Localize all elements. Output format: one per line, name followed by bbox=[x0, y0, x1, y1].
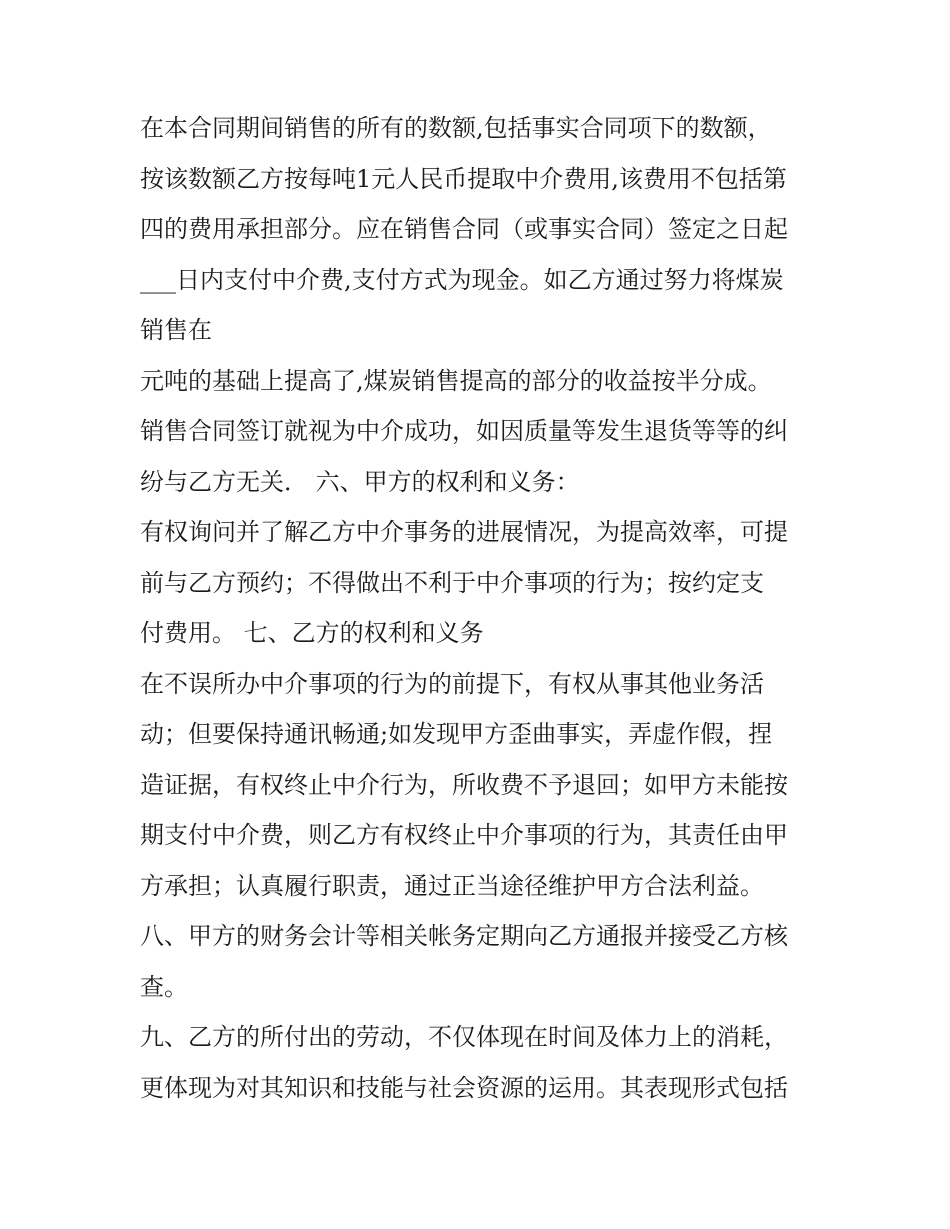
text-line: ___日内支付中介费,支付方式为现金。如乙方通过努力将煤炭 bbox=[140, 265, 784, 294]
text-line: 八、甲方的财务会计等相关帐务定期向乙方通报并接受乙方核 bbox=[140, 922, 788, 950]
text-line: 造证据，有权终止中介行为，所收费不予退回；如甲方未能按 bbox=[140, 770, 788, 799]
text-line: 销售合同签订就视为中介成功，如因质量等发生退货等等的纠 bbox=[140, 417, 788, 445]
text-line: 方承担；认真履行职责，通过正当途径维护甲方合法利益。 bbox=[140, 871, 764, 900]
text-line: 在不误所办中介事项的行为的前提下，有权从事其他业务活 bbox=[140, 669, 764, 698]
contract-body-text bbox=[140, 103, 830, 1113]
text-line: 在本合同期间销售的所有的数额,包括事实合同项下的数额， bbox=[140, 114, 772, 142]
text-line: 有权询问并了解乙方中介事务的进展情况，为提高效率，可提 bbox=[140, 518, 788, 546]
text-line: 付费用。 七、乙方的权利和义务 bbox=[140, 619, 484, 647]
text-line: 纷与乙方无关． 六、甲方的权利和义务： bbox=[140, 467, 580, 496]
text-line: 销售在 bbox=[140, 316, 212, 344]
text-line: 前与乙方预约；不得做出不利于中介事项的行为；按约定支 bbox=[140, 568, 764, 597]
text-line: 查。 bbox=[140, 972, 188, 1001]
text-line: 四的费用承担部分。应在销售合同（或事实合同）签定之日起 bbox=[140, 215, 788, 243]
text-line: 期支付中介费，则乙方有权终止中介事项的行为，其责任由甲 bbox=[140, 821, 788, 849]
text-line: 元吨的基础上提高了,煤炭销售提高的部分的收益按半分成。 bbox=[140, 366, 772, 395]
text-line: 九、乙方的所付出的劳动，不仅体现在时间及体力上的消耗， bbox=[140, 1023, 788, 1051]
text-line: 按该数额乙方按每吨1元人民币提取中介费用,该费用不包括第 bbox=[140, 164, 787, 193]
text-line: 更体现为对其知识和技能与社会资源的运用。其表现形式包括 bbox=[140, 1073, 788, 1102]
text-line: 动；但要保持通讯畅通;如发现甲方歪曲事实，弄虚作假，捏 bbox=[140, 720, 773, 748]
